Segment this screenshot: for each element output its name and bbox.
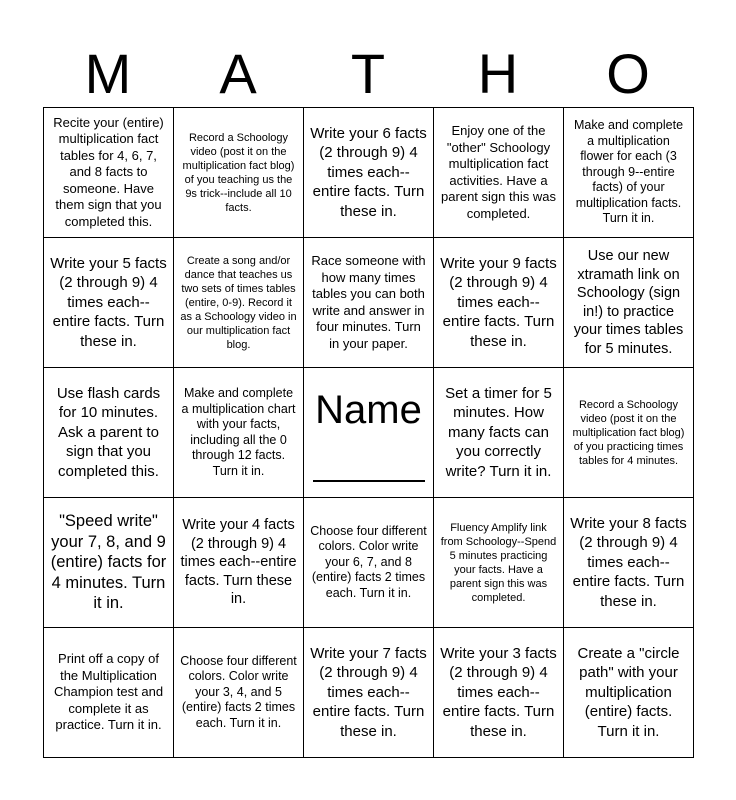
cell-text: Write your 6 facts (2 through 9) 4 times each--entire facts. Turn these in.	[310, 124, 427, 220]
name-label: Name	[315, 387, 422, 432]
header-letter-t: T	[350, 42, 386, 105]
bingo-cell	[174, 238, 304, 368]
bingo-cell	[44, 628, 174, 758]
bingo-cell	[44, 498, 174, 628]
cell-text: Record a Schoology video (post it on the multiplication fact blog) of you practicing times tables for 4 minutes.	[572, 398, 685, 467]
cell-text: Set a timer for 5 minutes. How many facts can you correctly write? Turn it in.	[445, 384, 552, 480]
cell-text: Fluency Amplify link from Schoology--Spend 5 minutes practicing your facts. Have a parent sign this was completed.	[440, 521, 557, 604]
cell-text: Write your 8 facts (2 through 9) 4 times each--entire facts. Turn these in.	[570, 514, 687, 610]
header-letter-m: M	[84, 42, 132, 105]
bingo-cell	[44, 368, 174, 498]
bingo-cell	[434, 108, 564, 238]
bingo-cell	[304, 108, 434, 238]
bingo-cell	[564, 628, 694, 758]
cell-text: Make and complete a multiplication flower for each (3 through 9--entire facts) of your multiplication facts. Turn it in.	[573, 118, 684, 226]
header-letter-o: O	[606, 42, 650, 105]
cell-text: "Speed write" your 7, 8, and 9 (entire) facts for 4 minutes. Turn it in.	[50, 512, 167, 613]
cell-text: Create a song and/or dance that teaches us two sets of times tables (entire, 0-9). Record it as a Schoology video in our multiplication fact blog.	[180, 254, 297, 351]
bingo-cell	[44, 108, 174, 238]
cell-text: Choose four different colors. Color write your 3, 4, and 5 (entire) facts 2 times each. Turn it in.	[180, 653, 297, 730]
bingo-cell	[44, 238, 174, 368]
cell-text: Enjoy one of the "other" Schoology multiplication fact activities. Have a parent sign this was completed.	[441, 123, 556, 221]
cell-text: Choose four different colors. Color write your 6, 7, and 8 (entire) facts 2 times each. Turn it in.	[310, 523, 427, 600]
cell-text: Recite your (entire) multiplication fact tables for 4, 6, 7, and 8 facts to someone. Have them sign that you completed this.	[53, 114, 164, 229]
name-underline	[313, 480, 425, 482]
cell-text: Write your 9 facts (2 through 9) 4 times each--entire facts. Turn these in.	[440, 254, 557, 350]
cell-text: Write your 4 facts (2 through 9) 4 times each--entire facts. Turn these in.	[180, 517, 297, 608]
bingo-grid	[43, 107, 694, 758]
cell-text: Make and complete a multiplication chart with your facts, including all the 0 through 12 facts. Turn it in.	[181, 386, 296, 478]
bingo-cell	[434, 498, 564, 628]
bingo-cell	[564, 498, 694, 628]
bingo-header	[43, 42, 693, 106]
bingo-cell	[564, 108, 694, 238]
cell-text: Use our new xtramath link on Schoology (sign in!) to practice your times tables for 5 minutes.	[573, 248, 684, 357]
bingo-cell	[174, 498, 304, 628]
cell-text: Print off a copy of the Multiplication Champion test and complete it as practice. Turn it in.	[53, 651, 164, 733]
cell-text: Record a Schoology video (post it on the multiplication fact blog) of you teaching us the 9s trick--include all 10 facts.	[182, 131, 295, 214]
cell-text: Create a "circle path" with your multiplication (entire) facts. Turn it in.	[577, 644, 680, 740]
bingo-cell	[174, 368, 304, 498]
bingo-cell	[434, 628, 564, 758]
bingo-cell	[174, 108, 304, 238]
bingo-cell	[174, 628, 304, 758]
bingo-cell	[434, 238, 564, 368]
bingo-cell	[564, 238, 694, 368]
free-space-name-cell	[304, 368, 434, 498]
cell-text: Write your 3 facts (2 through 9) 4 times each--entire facts. Turn these in.	[440, 644, 557, 740]
bingo-cell	[304, 238, 434, 368]
bingo-cell	[434, 368, 564, 498]
cell-text: Write your 5 facts (2 through 9) 4 times each--entire facts. Turn these in.	[50, 254, 167, 350]
bingo-cell	[564, 368, 694, 498]
header-letter-a: A	[219, 42, 257, 105]
cell-text: Write your 7 facts (2 through 9) 4 times each--entire facts. Turn these in.	[310, 644, 427, 740]
header-letter-h: H	[477, 42, 519, 105]
bingo-cell	[304, 498, 434, 628]
cell-text: Use flash cards for 10 minutes. Ask a parent to sign that you completed this.	[56, 384, 161, 480]
cell-text: Race someone with how many times tables you can both write and answer in four minutes. Turn in your paper.	[311, 253, 426, 351]
bingo-cell	[304, 628, 434, 758]
